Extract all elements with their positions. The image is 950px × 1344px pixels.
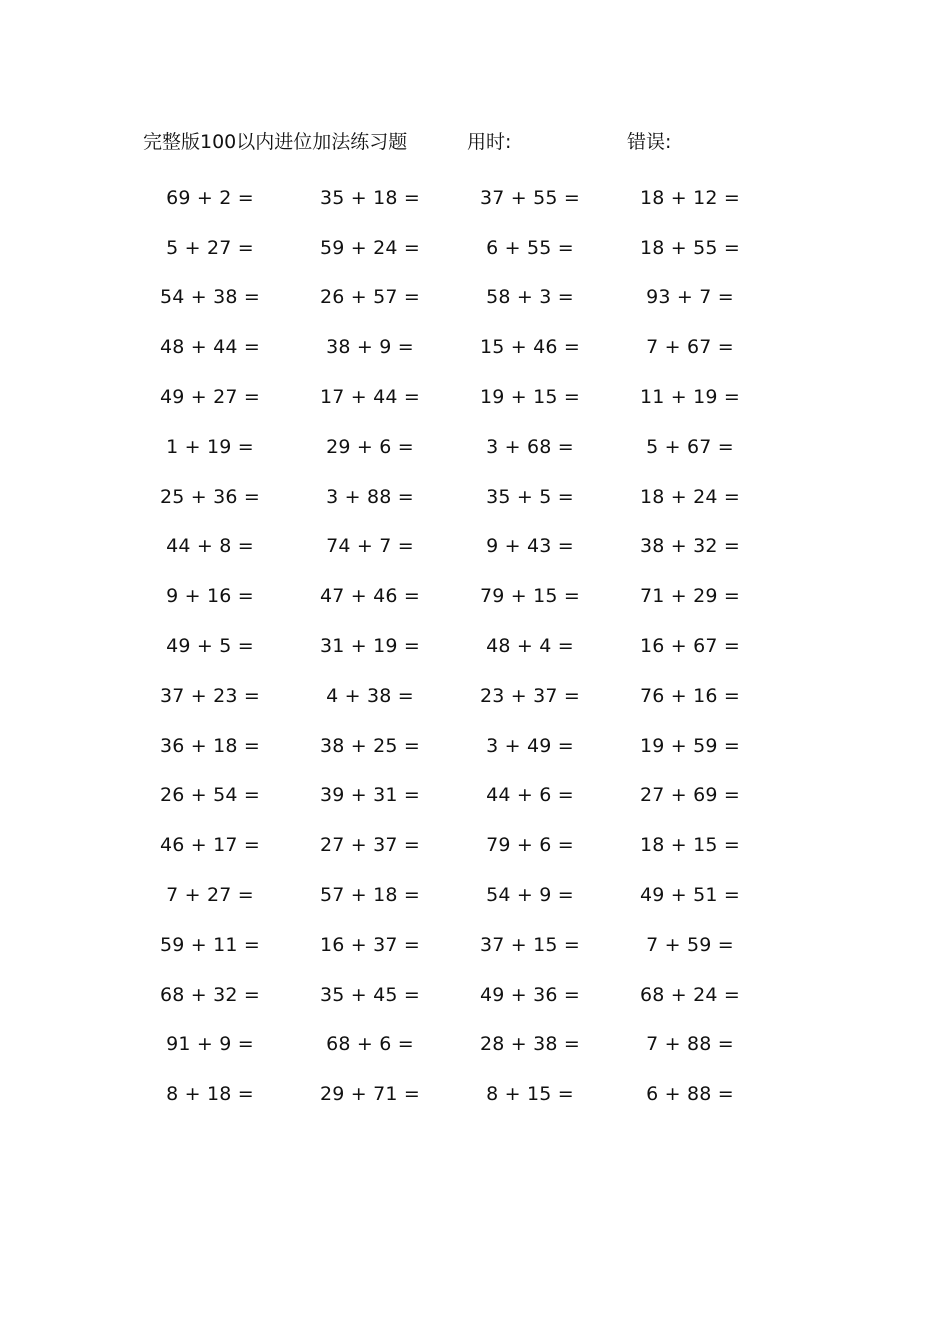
problem-cell (450, 870, 610, 920)
problem-cell (290, 472, 450, 522)
problem-cell (290, 273, 450, 323)
problem-cell (610, 870, 770, 920)
problem-cell (450, 422, 610, 472)
problem-text: 6 + 88 = (646, 1083, 734, 1106)
problem-text: 29 + 6 = (326, 435, 414, 458)
problem-cell (290, 870, 450, 920)
problem-text: 69 + 2 = (166, 186, 254, 209)
problem-text: 7 + 88 = (646, 1033, 734, 1056)
problem-text: 16 + 37 = (319, 933, 421, 956)
problem-text: 44 + 6 = (486, 784, 574, 807)
problem-cell (130, 273, 290, 323)
problem-cell (450, 1020, 610, 1070)
problem-text: 49 + 5 = (166, 635, 254, 658)
problem-cell (450, 472, 610, 522)
problem-cell (450, 721, 610, 771)
problem-cell (450, 372, 610, 422)
problem-text: 31 + 19 = (319, 635, 421, 658)
problem-cell (450, 621, 610, 671)
problem-cell (610, 372, 770, 422)
problem-text: 26 + 54 = (159, 784, 261, 807)
problem-text: 26 + 57 = (319, 286, 421, 309)
problem-text: 18 + 12 = (639, 186, 741, 209)
problem-cell (130, 173, 290, 223)
problem-text: 19 + 59 = (639, 734, 741, 757)
problem-text: 3 + 49 = (486, 734, 574, 757)
problem-text: 18 + 55 = (639, 236, 741, 259)
problem-cell (290, 1069, 450, 1119)
problem-cell (290, 721, 450, 771)
problem-text: 37 + 23 = (159, 684, 261, 707)
problem-cell (610, 1069, 770, 1119)
problem-cell (610, 472, 770, 522)
problem-text: 49 + 51 = (639, 884, 741, 907)
problem-text: 9 + 16 = (166, 585, 254, 608)
problem-cell (610, 621, 770, 671)
problem-cell (610, 322, 770, 372)
problem-text: 23 + 37 = (479, 684, 581, 707)
problem-cell (610, 820, 770, 870)
problem-cell (290, 322, 450, 372)
problem-text: 19 + 15 = (479, 386, 581, 409)
problem-text: 76 + 16 = (639, 684, 741, 707)
problem-text: 39 + 31 = (319, 784, 421, 807)
problem-text: 4 + 38 = (326, 684, 414, 707)
problem-text: 54 + 38 = (159, 286, 261, 309)
problem-cell (610, 223, 770, 273)
time-label: 用时: (467, 131, 512, 153)
problem-text: 3 + 88 = (326, 485, 414, 508)
problem-text: 74 + 7 = (326, 535, 414, 558)
problem-text: 49 + 36 = (479, 983, 581, 1006)
problem-text: 48 + 4 = (486, 635, 574, 658)
problem-text: 35 + 5 = (486, 485, 574, 508)
problem-cell (610, 273, 770, 323)
problem-text: 37 + 15 = (479, 933, 581, 956)
problem-cell (130, 1020, 290, 1070)
problem-text: 7 + 67 = (646, 336, 734, 359)
problem-cell (450, 970, 610, 1020)
problem-text: 27 + 37 = (319, 834, 421, 857)
problem-text: 59 + 11 = (159, 933, 261, 956)
problem-text: 15 + 46 = (479, 336, 581, 359)
problem-cell (450, 820, 610, 870)
problem-text: 68 + 6 = (326, 1033, 414, 1056)
problem-cell (130, 771, 290, 821)
problem-grid (130, 173, 770, 1119)
problem-text: 8 + 15 = (486, 1083, 574, 1106)
problem-cell (610, 522, 770, 572)
problem-cell (290, 223, 450, 273)
problem-text: 8 + 18 = (166, 1083, 254, 1106)
problem-text: 57 + 18 = (319, 884, 421, 907)
problem-cell (130, 870, 290, 920)
problem-text: 54 + 9 = (486, 884, 574, 907)
problem-cell (130, 472, 290, 522)
problem-cell (290, 920, 450, 970)
problem-cell (450, 920, 610, 970)
problem-cell (450, 322, 610, 372)
problem-cell (130, 671, 290, 721)
problem-cell (130, 1069, 290, 1119)
problem-text: 9 + 43 = (486, 535, 574, 558)
problem-text: 68 + 32 = (159, 983, 261, 1006)
problem-text: 5 + 27 = (166, 236, 254, 259)
problem-cell (610, 173, 770, 223)
problem-cell (450, 173, 610, 223)
problem-cell (610, 920, 770, 970)
problem-cell (450, 571, 610, 621)
problem-cell (290, 671, 450, 721)
problem-text: 58 + 3 = (486, 286, 574, 309)
problem-text: 6 + 55 = (486, 236, 574, 259)
problem-text: 71 + 29 = (639, 585, 741, 608)
problem-text: 25 + 36 = (159, 485, 261, 508)
problem-cell (130, 422, 290, 472)
problem-cell (130, 820, 290, 870)
problem-text: 68 + 24 = (639, 983, 741, 1006)
problem-cell (610, 422, 770, 472)
problem-text: 16 + 67 = (639, 635, 741, 658)
problem-cell (450, 1069, 610, 1119)
problem-text: 27 + 69 = (639, 784, 741, 807)
problem-cell (130, 920, 290, 970)
problem-cell (290, 372, 450, 422)
error-label: 错误: (627, 131, 672, 153)
problem-cell (130, 372, 290, 422)
problem-text: 93 + 7 = (646, 286, 734, 309)
problem-cell (610, 571, 770, 621)
problem-text: 91 + 9 = (166, 1033, 254, 1056)
problem-cell (610, 721, 770, 771)
problem-cell (610, 970, 770, 1020)
problem-cell (130, 322, 290, 372)
problem-cell (610, 1020, 770, 1070)
problem-cell (290, 621, 450, 671)
problem-cell (130, 571, 290, 621)
problem-cell (290, 970, 450, 1020)
problem-text: 28 + 38 = (479, 1033, 581, 1056)
problem-text: 11 + 19 = (639, 386, 741, 409)
problem-cell (130, 223, 290, 273)
problem-cell (290, 173, 450, 223)
problem-text: 79 + 15 = (479, 585, 581, 608)
problem-text: 17 + 44 = (319, 386, 421, 409)
problem-text: 38 + 32 = (639, 535, 741, 558)
problem-text: 18 + 24 = (639, 485, 741, 508)
problem-text: 3 + 68 = (486, 435, 574, 458)
problem-text: 35 + 18 = (319, 186, 421, 209)
problem-cell (450, 223, 610, 273)
problem-cell (290, 820, 450, 870)
problem-text: 29 + 71 = (319, 1083, 421, 1106)
problem-cell (290, 571, 450, 621)
problem-text: 46 + 17 = (159, 834, 261, 857)
problem-text: 35 + 45 = (319, 983, 421, 1006)
problem-cell (290, 771, 450, 821)
problem-text: 36 + 18 = (159, 734, 261, 757)
problem-text: 7 + 27 = (166, 884, 254, 907)
problem-text: 18 + 15 = (639, 834, 741, 857)
problem-text: 38 + 9 = (326, 336, 414, 359)
problem-cell (290, 1020, 450, 1070)
problem-text: 38 + 25 = (319, 734, 421, 757)
problem-cell (290, 522, 450, 572)
problem-cell (450, 771, 610, 821)
problem-cell (450, 273, 610, 323)
problem-cell (130, 970, 290, 1020)
problem-text: 47 + 46 = (319, 585, 421, 608)
problem-text: 49 + 27 = (159, 386, 261, 409)
problem-text: 7 + 59 = (646, 933, 734, 956)
problem-text: 48 + 44 = (159, 336, 261, 359)
problem-cell (290, 422, 450, 472)
problem-text: 44 + 8 = (166, 535, 254, 558)
problem-cell (450, 671, 610, 721)
problem-cell (130, 721, 290, 771)
worksheet-title: 完整版100以内进位加法练习题 (143, 131, 408, 153)
problem-cell (130, 522, 290, 572)
problem-text: 5 + 67 = (646, 435, 734, 458)
problem-cell (610, 671, 770, 721)
problem-text: 79 + 6 = (486, 834, 574, 857)
problem-cell (610, 771, 770, 821)
problem-text: 59 + 24 = (319, 236, 421, 259)
problem-cell (130, 621, 290, 671)
problem-cell (450, 522, 610, 572)
problem-text: 37 + 55 = (479, 186, 581, 209)
problem-text: 1 + 19 = (166, 435, 254, 458)
